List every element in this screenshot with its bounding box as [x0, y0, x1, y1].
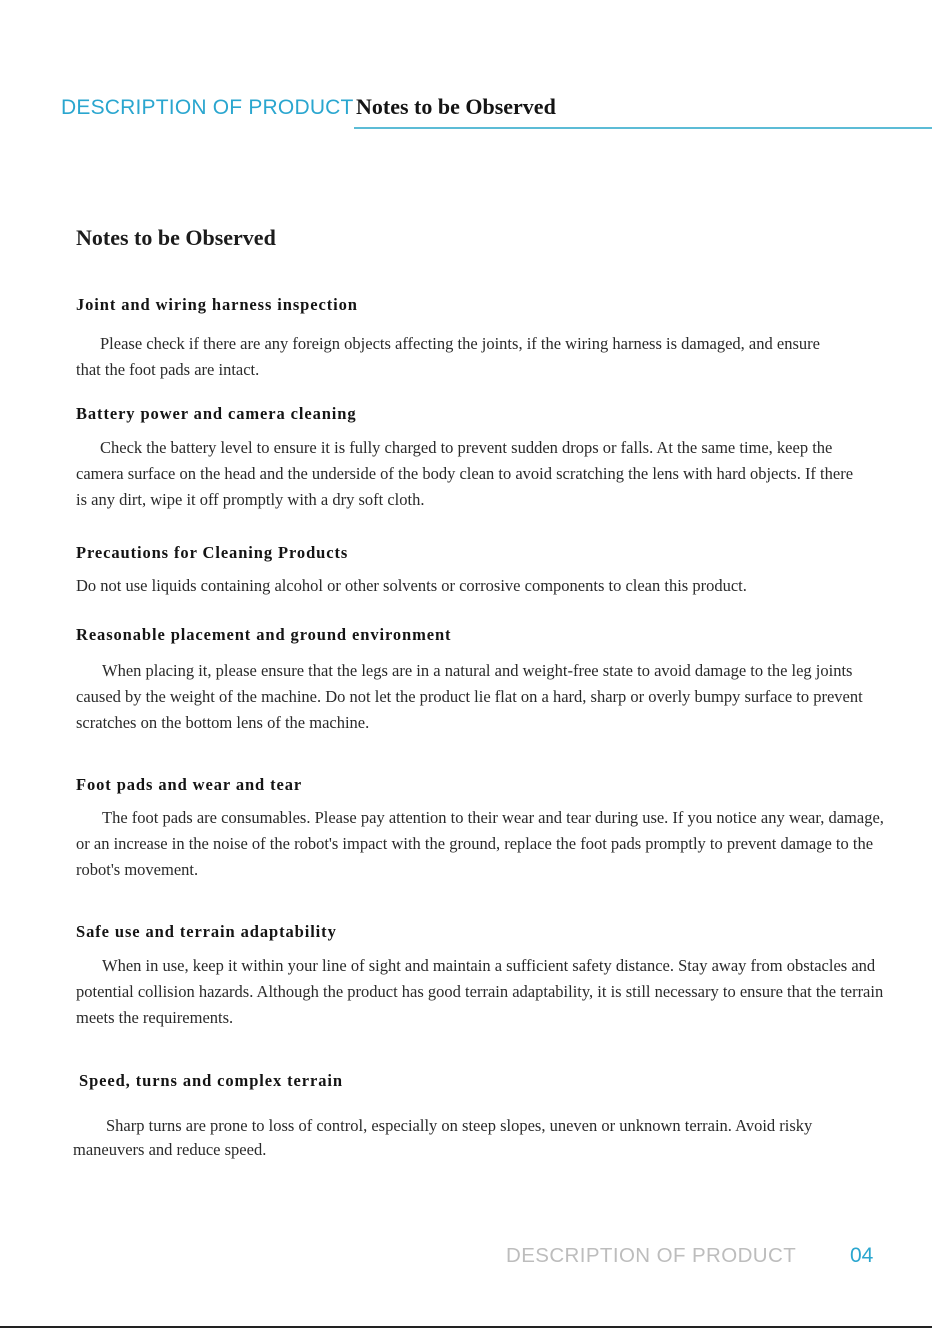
section-body-placement-ground: When placing it, please ensure that the legs are in a natural and weight-free state to avoid damage to the leg joints caused by the weight of the machine. Do not let the product lie flat on a hard, sharp or overly bumpy surface to prevent scratches on the bottom lens of the machine. [76, 661, 863, 732]
section-heading-safe-use: Safe use and terrain adaptability [76, 922, 337, 941]
section-body-joint-wiring: Please check if there are any foreign objects affecting the joints, if the wiring harness is damaged, and ensure that the foot pads are intact. [76, 334, 820, 379]
section-body-speed-turns: Sharp turns are prone to loss of control, especially on steep slopes, uneven or unknown terrain. Avoid risky maneuvers and reduce speed. [73, 1116, 813, 1159]
header-divider [354, 127, 932, 129]
section-heading-placement-ground: Reasonable placement and ground environment [76, 625, 452, 644]
section-heading-foot-pads: Foot pads and wear and tear [76, 775, 303, 794]
section-body-cleaning-precautions: Do not use liquids containing alcohol or other solvents or corrosive components to clean this product. [76, 576, 747, 595]
section-body-safe-use: When in use, keep it within your line of sight and maintain a sufficient safety distance. Stay away from obstacles and potential collision hazards. Although the product has good terrain adaptability, it is still necessary to ensure that the terrain meets the requirements. [76, 956, 884, 1027]
section-heading-cleaning-precautions: Precautions for Cleaning Products [76, 543, 349, 562]
section-heading-speed-turns: Speed, turns and complex terrain [79, 1071, 343, 1090]
footer-label: DESCRIPTION OF PRODUCT [506, 1244, 797, 1267]
page-number: 04 [850, 1244, 874, 1267]
header-page-title: Notes to be Observed [356, 94, 556, 119]
section-body-battery-camera: Check the battery level to ensure it is fully charged to prevent sudden drops or falls. At the same time, keep the camera surface on the head and the underside of the body clean to avoid scratching the lens with hard objects. If there is any dirt, wipe it off promptly with a dry soft cloth. [76, 438, 854, 509]
header-section-label: DESCRIPTION OF PRODUCT [61, 96, 354, 119]
section-heading-battery-camera: Battery power and camera cleaning [76, 404, 357, 423]
section-heading-joint-wiring: Joint and wiring harness inspection [76, 295, 358, 314]
page-title: Notes to be Observed [76, 225, 276, 250]
section-body-foot-pads: The foot pads are consumables. Please pay attention to their wear and tear during use. If you notice any wear, damage, or an increase in the noise of the robot's impact with the ground, replace the foot pads promptly to prevent damage to the robot's movement. [76, 808, 884, 879]
